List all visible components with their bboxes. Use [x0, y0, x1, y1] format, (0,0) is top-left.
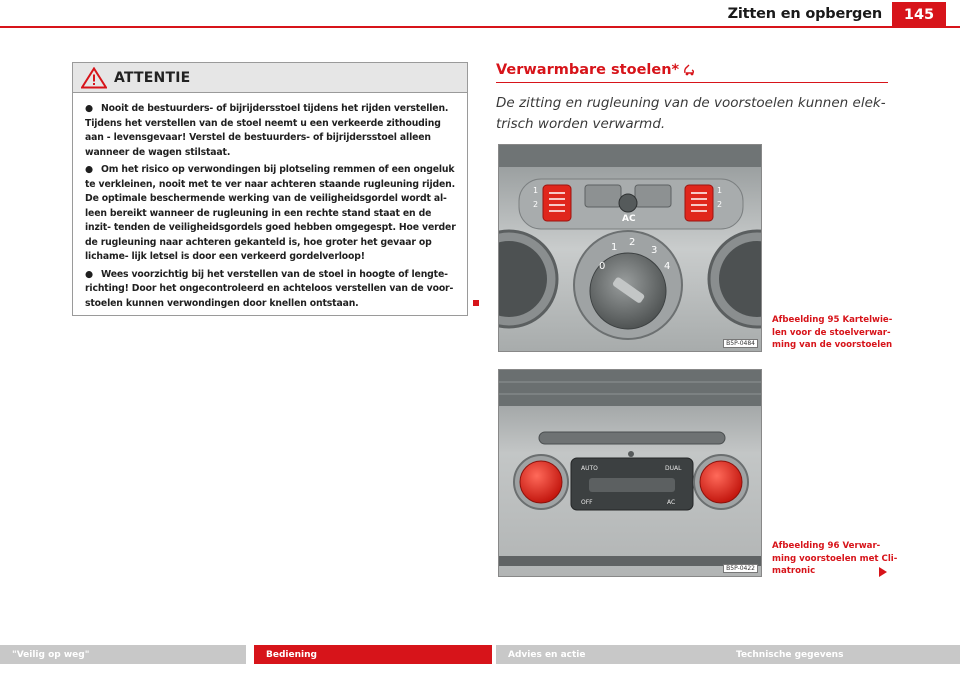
footer-tab-bediening[interactable]: Bediening: [254, 645, 492, 664]
dial-scale-label: 2: [629, 237, 636, 248]
footer-tab-veilig[interactable]: "Veilig op weg": [0, 645, 246, 664]
footer-nav: [0, 645, 960, 664]
warning-item-text: Wees voorzichtig bij het verstellen van de stoel in hoogte of lengte- richting! Door het ongecontroleerd en achteloos verstellen van de voor- stoelen kunnen verwondingen door knellen ontstaan.: [85, 268, 454, 309]
section-end-marker: [473, 300, 479, 306]
figure-96-caption: Afbeelding 96 Verwar- ming voorstoelen met Cli- matronic: [772, 541, 898, 576]
warning-box: [72, 62, 468, 316]
warning-item-text: Nooit de bestuurders- of bijrijdersstoel tijdens het rijden verstellen. Tijdens het verstellen van de stoel neemt u een verkeerde zithouding aan - levensgevaar! Verstel de bestuurders- of bijrijdersstoel alleen wanneer de wagen stilstaat.: [85, 103, 449, 158]
dial-scale-label: 4: [664, 261, 671, 272]
section-title-text: Verwarmbare stoelen*: [496, 62, 680, 78]
bullet-icon: ●: [85, 268, 93, 280]
warning-title: ATTENTIE: [114, 69, 191, 86]
warning-item-text: Om het risico op verwondingen bij plotseling remmen of een ongeluk te verkleinen, nooit met te ver naar achteren staande rugleuning rijden. De optimale beschermende werking van de veiligheidsgordel wordt al- leen bereikt wanneer de rugleuning in een rechte stand staat en de inzit- tenden de veiligheidsgordels goed hebben omgegespt. Hoe verder de rugleuning naar achteren gekanteld is, hoe groter het gevaar op lichame- lijk letsel is door een verkeerd gordelverloop!: [85, 164, 456, 262]
warning-header: [73, 63, 467, 93]
ac-label: AC: [667, 499, 676, 506]
figure-code: B5P-0484: [723, 339, 758, 348]
footer-tab-advies[interactable]: Advies en actie: [496, 645, 724, 664]
bullet-icon: ●: [85, 164, 93, 175]
warning-item: [85, 163, 459, 265]
continue-arrow-icon: [879, 567, 887, 577]
figure-code: B5P-0422: [723, 564, 758, 573]
climatronic-illustration: [499, 370, 762, 577]
warning-item: [85, 268, 459, 312]
section-rule: [496, 82, 888, 83]
warning-item: [85, 102, 459, 160]
seat-level-label: 1: [717, 186, 723, 195]
dial-scale-label: 0: [599, 261, 606, 272]
bullet-icon: ●: [85, 103, 93, 114]
dial-scale-label: 3: [651, 245, 658, 256]
header-rule: [0, 26, 960, 28]
seat-level-label: 2: [533, 200, 539, 209]
ac-label: AC: [622, 214, 636, 224]
off-label: OFF: [581, 499, 593, 506]
running-header-title: Zitten en opbergen: [727, 6, 882, 22]
footer-tab-technische[interactable]: Technische gegevens: [724, 645, 960, 664]
figure-95-caption: Afbeelding 95 Kartelwie- len voor de stoelverwar- ming van de voorstoelen: [772, 315, 893, 350]
figure-95-image: [498, 144, 762, 352]
option-car-icon: [683, 63, 695, 77]
section-title: [496, 62, 695, 78]
seat-level-label: 1: [533, 186, 539, 195]
page-number-badge: 145: [892, 2, 946, 28]
dual-label: DUAL: [665, 465, 682, 472]
section-intro: De zitting en rugleuning van de voorstoelen kunnen elek- trisch worden verwarmd.: [496, 95, 886, 132]
seat-level-label: 2: [717, 200, 723, 209]
warning-body: [73, 93, 467, 311]
heater-control-illustration: [499, 145, 762, 352]
figure-96-image: [498, 369, 762, 577]
warning-triangle-icon: [81, 67, 107, 89]
auto-label: AUTO: [581, 465, 598, 472]
dial-scale-label: 1: [611, 242, 618, 253]
